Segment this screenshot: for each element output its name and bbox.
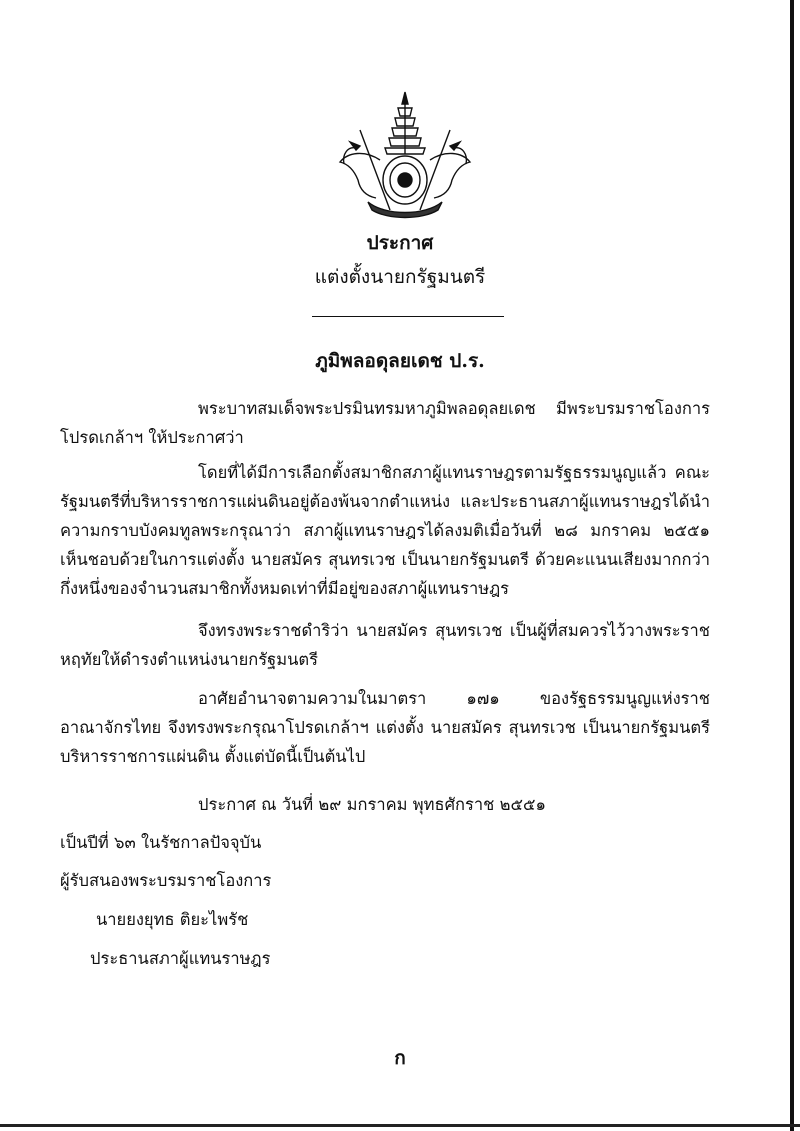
royal-emblem-icon bbox=[330, 90, 480, 220]
document-title: ประกาศ bbox=[366, 232, 434, 254]
document-subtitle: แต่งตั้งนายกรัฐมนตรี bbox=[314, 266, 486, 288]
divider bbox=[312, 316, 504, 317]
countersigner-title: ประธานสภาผู้แทนราษฎร bbox=[90, 949, 271, 968]
paragraph-1: พระบาทสมเด็จพระปรมินทรมหาภูมิพลอดุลยเดช มีพระบรมราชโองการโปรดเกล้าฯ ให้ประกาศว่า bbox=[60, 399, 710, 447]
countersigner-name: นายยงยุทธ ติยะไพรัช bbox=[96, 910, 249, 929]
reign-year: เป็นปีที่ ๖๓ ในรัชกาลปัจจุบัน bbox=[60, 833, 262, 852]
countersign-label: ผู้รับสนองพระบรมราชโองการ bbox=[60, 871, 272, 890]
page-edge-bottom bbox=[0, 1124, 800, 1127]
paragraph-4: อาศัยอำนาจตามความในมาตรา ๑๗๑ ของรัฐธรรมนูญแห่งราชอาณาจักรไทย จึงทรงพระกรุณาโปรดเกล้าฯ แต่งตั้ง นายสมัคร สุนทรเวช เป็นนายกรัฐมนตรีบริหารราชการแผ่นดิน ตั้งแต่บัดนี้เป็นต้นไป bbox=[60, 689, 710, 766]
page-edge bbox=[790, 0, 794, 1131]
royal-signature-name: ภูมิพลอดุลยเดช ป.ร. bbox=[315, 350, 485, 372]
proclamation-date: ประกาศ ณ วันที่ ๒๙ มกราคม พุทธศักราช ๒๕๕๑ bbox=[198, 795, 546, 814]
page-number: ก bbox=[394, 1047, 406, 1069]
paragraph-3: จึงทรงพระราชดำริว่า นายสมัคร สุนทรเวช เป็นผู้ที่สมควรไว้วางพระราชหฤทัยให้ดำรงตำแหน่งนายกรัฐมนตรี bbox=[60, 621, 710, 669]
paragraph-2: โดยที่ได้มีการเลือกตั้งสมาชิกสภาผู้แทนราษฎรตามรัฐธรรมนูญแล้ว คณะรัฐมนตรีที่บริหารราชการแผ่นดินอยู่ต้องพ้นจากตำแหน่ง และประธานสภาผู้แทนราษฎรได้นำความกราบบังคมทูลพระกรุณาว่า สภาผู้แทนราษฎรได้ลงมติเมื่อวันที่ ๒๘ มกราคม ๒๕๕๑ เห็นชอบด้วยในการแต่งตั้ง นายสมัคร สุนทรเวช เป็นนายกรัฐมนตรี ด้วยคะแนนเสียงมากกว่ากึ่งหนึ่งของจำนวนสมาชิกทั้งหมดเท่าที่มีอยู่ของสภาผู้แทนราษฎร bbox=[60, 463, 710, 598]
